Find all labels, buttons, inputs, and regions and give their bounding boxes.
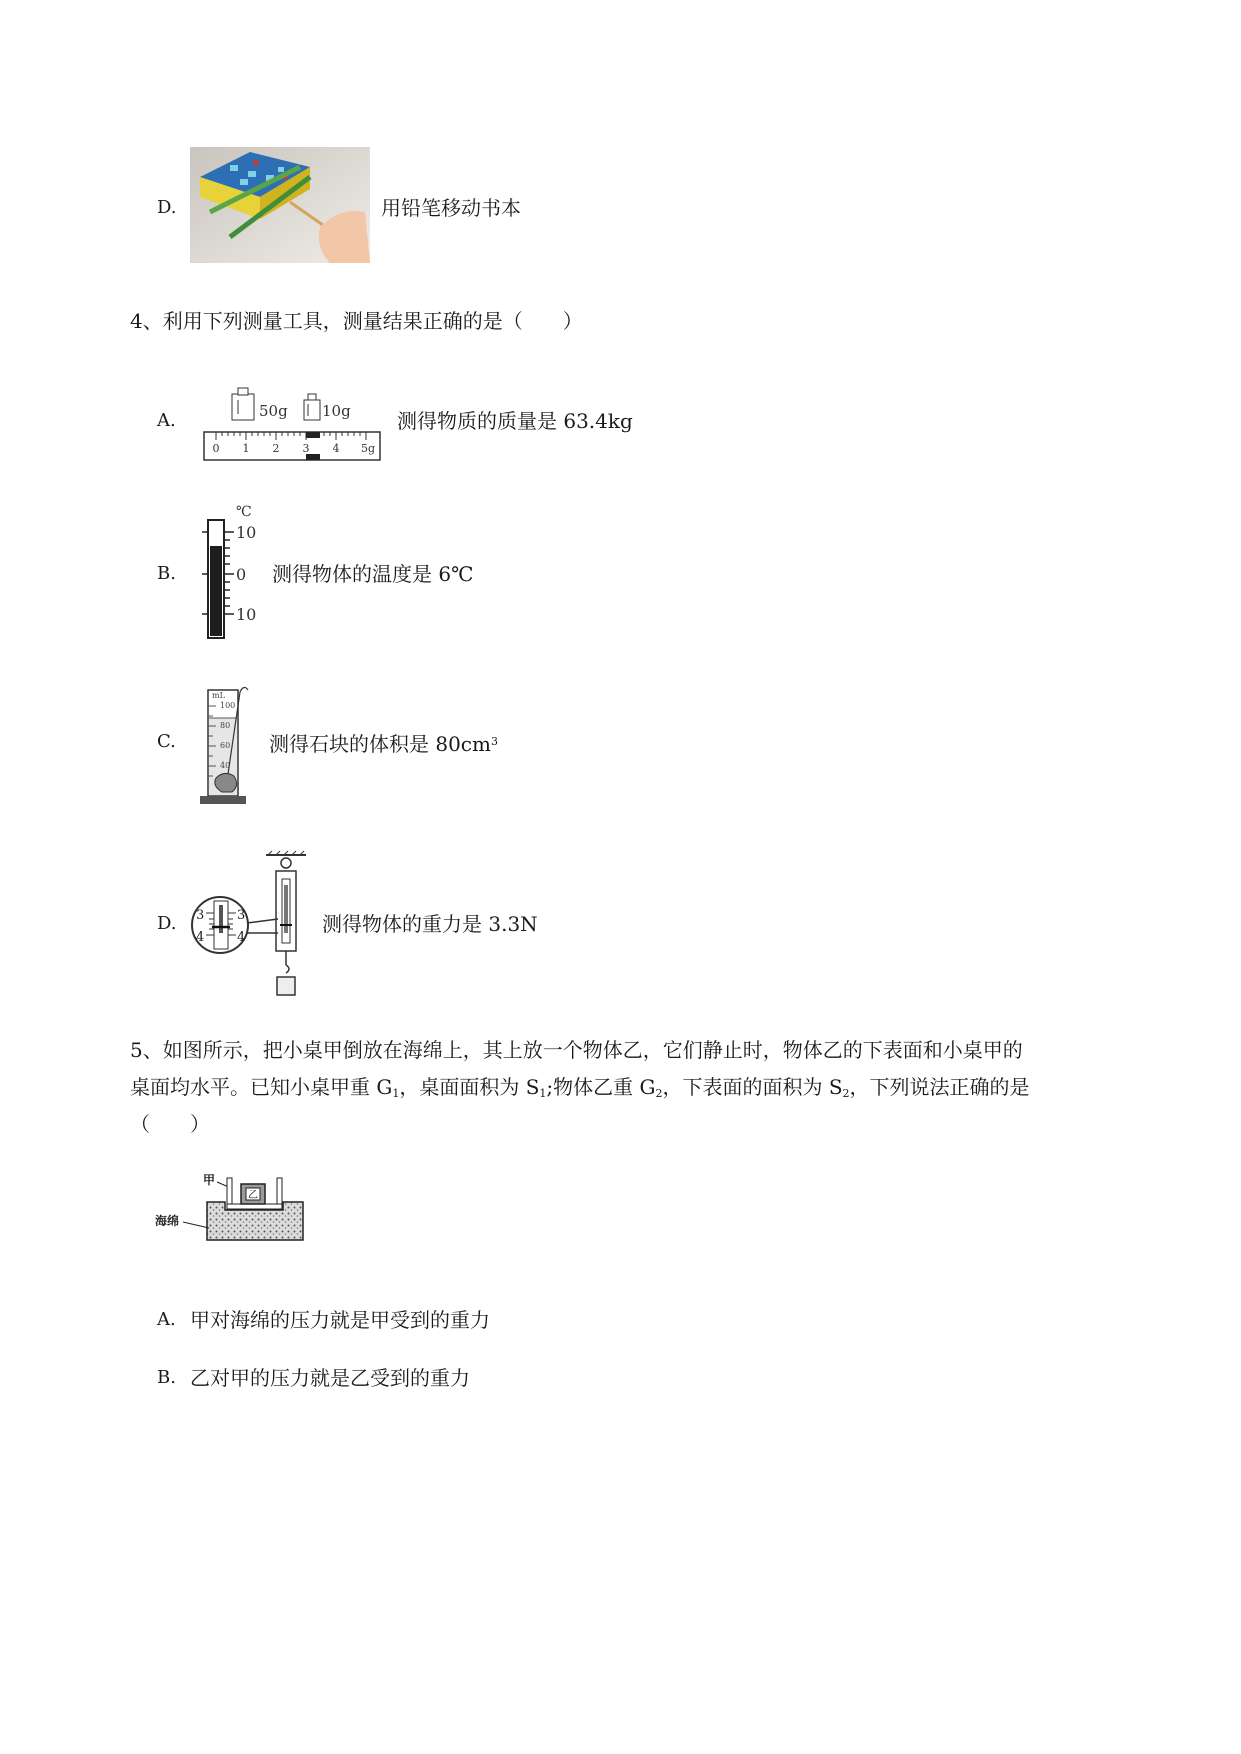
q5-stem-line3: （ ） [130,1112,210,1136]
cyl-tick-100: 100 [220,701,236,710]
weight-10g-label: 10g [322,402,351,420]
q4-option-c-label: C. [157,731,176,752]
q3-option-d-label: D. [157,197,177,218]
thermometer-figure [196,502,266,642]
q5-sub-s1: 1 [539,1087,547,1100]
ruler-tick-5g: 5g [360,442,376,455]
q5-stem-part-b: ，桌面面积为 S [399,1075,540,1099]
q5-sub-s2: 2 [842,1087,850,1100]
scale-tick-3-left: 3 [196,908,205,923]
q5-sub-g2: 2 [655,1087,663,1100]
thermometer-unit: ℃ [236,504,252,520]
q4-stem: 4、利用下列测量工具，测量结果正确的是（ ） [130,309,583,333]
q5-sub-g1: 1 [392,1087,400,1100]
q5-stem-part-d: ，下表面的面积为 S [662,1075,843,1099]
q4-option-b-text: 测得物体的温度是 6℃ [272,562,474,586]
scale-tick-4-right: 4 [237,930,246,945]
q5-option-a-label: A. [157,1309,176,1330]
q4-option-d-text: 测得物体的重力是 3.3N [322,912,538,936]
cyl-tick-80: 80 [220,721,231,730]
q5-stem-part-e: ，下列说法正确的是 [849,1075,1030,1099]
q4-option-b-label: B. [157,563,176,584]
q5-option-a-text: 甲对海绵的压力就是甲受到的重力 [190,1308,490,1332]
label-yi: 乙 [248,1190,258,1201]
balance-scale-figure [202,380,384,466]
spring-scale-figure [190,849,315,1001]
q5-stem-part-c: ;物体乙重 G [546,1075,656,1099]
cyl-tick-40: 40 [220,761,231,770]
thermo-tick-top: 10 [236,523,257,542]
ruler-tick-1: 1 [242,442,250,455]
thermo-tick-zero: 0 [236,565,247,584]
q4-option-d-label: D. [157,913,177,934]
weight-50g-label: 50g [259,402,288,420]
q4-option-c-text [269,729,498,757]
q3-option-d-text: 用铅笔移动书本 [381,196,521,220]
q4-option-a-label: A. [157,410,176,431]
q4-option-c-text-main: 测得石块的体积是 80cm [269,732,491,756]
q5-stem-part-a: 桌面均水平。已知小桌甲重 G [130,1075,393,1099]
q5-stem-line1: 5、如图所示，把小桌甲倒放在海绵上，其上放一个物体乙，它们静止时，物体乙的下表面和小桌甲的 [130,1038,1023,1062]
cylinder-unit: mL [212,691,225,700]
scale-tick-3-right: 3 [237,908,246,923]
label-sponge: 海绵 [155,1214,180,1228]
q5-option-b-label: B. [157,1367,176,1388]
ruler-tick-2: 2 [272,442,280,455]
q3-option-d-image [190,147,370,263]
label-jia: 甲 [203,1173,216,1187]
q5-stem-line2 [130,1069,1030,1112]
ruler-tick-3: 3 [302,442,310,455]
ruler-tick-4: 4 [332,442,340,455]
cyl-tick-60: 60 [220,741,231,750]
q4-option-a-text: 测得物质的质量是 63.4kg [397,409,633,433]
scale-tick-4-left: 4 [196,930,205,945]
thermo-tick-bottom: 10 [236,605,257,624]
table-on-sponge-figure [155,1170,307,1246]
q5-option-b-text: 乙对甲的压力就是乙受到的重力 [190,1366,470,1390]
graduated-cylinder-figure [198,682,254,806]
ruler-tick-0: 0 [212,442,220,455]
q4-option-c-text-sup: 3 [490,735,498,748]
